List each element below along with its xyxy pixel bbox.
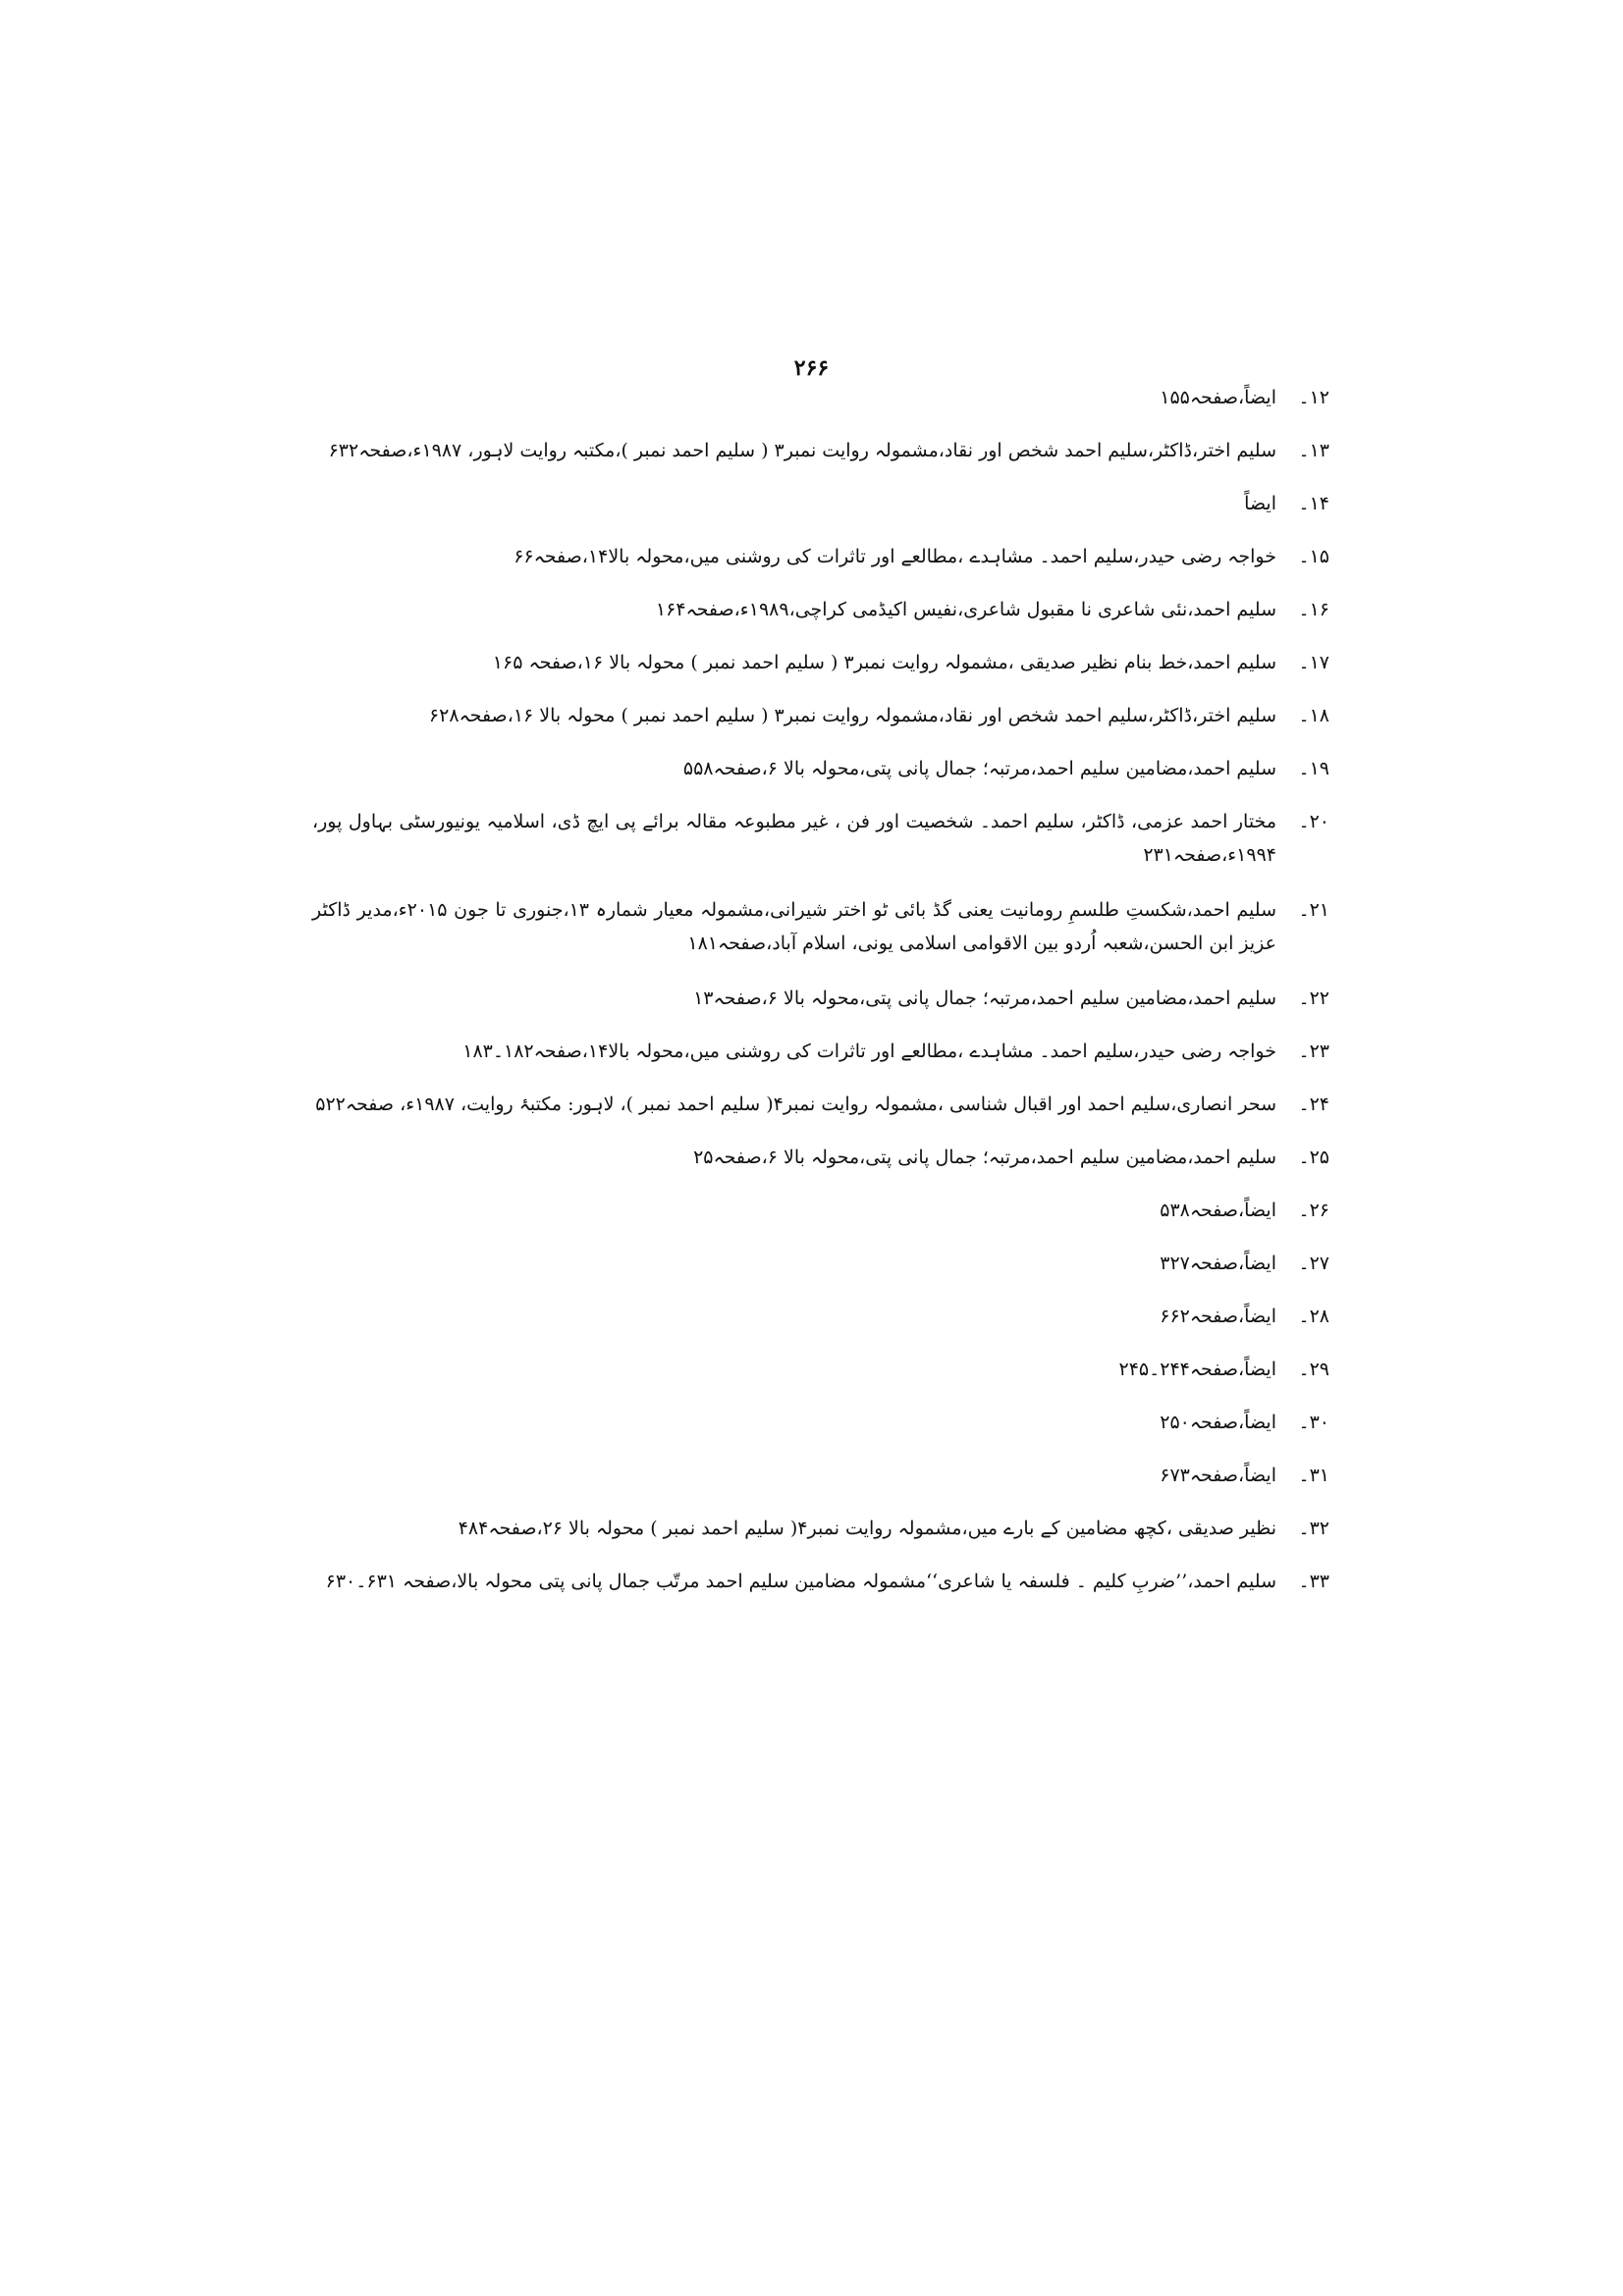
note-number: ۲۶۔ xyxy=(1298,1200,1329,1221)
note-item xyxy=(312,434,1329,467)
note-item xyxy=(312,893,1329,960)
note-number: ۱۹۔ xyxy=(1298,758,1329,779)
note-text: سلیم احمد،خط بنام نظیر صدیقی ،مشمولہ روایت نمبر۳ ( سلیم احمد نمبر ) محولہ بالا ۱۶،صفحہ ۱۶۵ xyxy=(492,652,1276,673)
note-text: سلیم اختر،ڈاکٹر،سلیم احمد شخص اور نقاد،مشمولہ روایت نمبر۳ ( سلیم احمد نمبر ) محولہ بالا ۱۶،صفحہ۶۲۸ xyxy=(428,705,1276,726)
note-text: سلیم اختر،ڈاکٹر،سلیم احمد شخص اور نقاد،مشمولہ روایت نمبر۳ ( سلیم احمد نمبر )،مکتبہ روایت لاہور، ۱۹۸۷ء،صفحہ۶۳۲ xyxy=(328,440,1276,461)
note-text: ایضاً،صفحہ۲۵۰ xyxy=(1160,1412,1276,1433)
note-number: ۲۸۔ xyxy=(1298,1306,1329,1327)
note-item xyxy=(312,381,1329,414)
note-text: سلیم احمد،نئی شاعری نا مقبول شاعری،نفیس اکیڈمی کراچی،۱۹۸۹ء،صفحہ۱۶۴ xyxy=(655,599,1276,620)
note-item xyxy=(312,1459,1329,1492)
note-number: ۲۱۔ xyxy=(1298,899,1329,921)
note-number: ۱۲۔ xyxy=(1298,387,1329,408)
note-number: ۲۲۔ xyxy=(1298,988,1329,1009)
note-item xyxy=(312,1353,1329,1386)
note-item xyxy=(312,1088,1329,1121)
note-text: ایضاً،صفحہ۵۳۸ xyxy=(1160,1200,1276,1221)
note-item xyxy=(312,1300,1329,1333)
note-text: سلیم احمد،شکستِ طلسمِ رومانیت یعنی گڈ بائی ٹو اختر شیرانی،مشمولہ معیار شمارہ ۱۳،جنوری تا جون ۲۰۱۵ء،مدیر ڈاکٹر عزیز ابن الحسن،شعبہ اُردو بین الاقوامی اسلامی یونی، اسلام آباد،صفحہ۱۸۱ xyxy=(312,899,1276,954)
note-item xyxy=(312,646,1329,679)
note-number: ۱۸۔ xyxy=(1298,705,1329,726)
note-text: ایضاً xyxy=(1244,493,1276,514)
note-text: سلیم احمد،’’ضربِ کلیم ۔ فلسفہ یا شاعری‘‘مشمولہ مضامین سلیم احمد مرتّب جمال پانی پتی محولہ بالا،صفحہ ۶۳۱۔۶۳۰ xyxy=(325,1571,1276,1592)
note-item xyxy=(312,1035,1329,1068)
note-item xyxy=(312,982,1329,1015)
note-item xyxy=(312,487,1329,520)
note-number: ۱۳۔ xyxy=(1298,440,1329,461)
note-text: ایضاً،صفحہ۶۷۳ xyxy=(1160,1465,1276,1486)
note-item xyxy=(312,1565,1329,1598)
note-number: ۳۳۔ xyxy=(1298,1571,1329,1592)
note-text: سحر انصاری،سلیم احمد اور اقبال شناسی ،مشمولہ روایت نمبر۴( سلیم احمد نمبر )، لاہور: مکتبۂ روایت، ۱۹۸۷ء، صفحہ۵۲۲ xyxy=(315,1094,1276,1115)
note-number: ۳۰۔ xyxy=(1298,1412,1329,1433)
note-text: سلیم احمد،مضامین سلیم احمد،مرتبہ؛ جمال پانی پتی،محولہ بالا ۶،صفحہ۲۵ xyxy=(693,1147,1276,1168)
note-number: ۲۳۔ xyxy=(1298,1041,1329,1062)
note-text: ایضاً،صفحہ۲۴۴۔۲۴۵ xyxy=(1118,1359,1276,1380)
note-text: مختار احمد عزمی، ڈاکٹر، سلیم احمد۔ شخصیت اور فن ، غیر مطبوعہ مقالہ برائے پی ایچ ڈی، اسلامیہ یونیورسٹی بہاول پور، ۱۹۹۴ء،صفحہ۲۳۱ xyxy=(312,811,1276,866)
note-text: سلیم احمد،مضامین سلیم احمد،مرتبہ؛ جمال پانی پتی،محولہ بالا ۶،صفحہ۵۵۸ xyxy=(682,758,1276,779)
note-item xyxy=(312,593,1329,626)
note-number: ۱۷۔ xyxy=(1298,652,1329,673)
endnotes-list xyxy=(312,381,1329,1618)
note-number: ۲۵۔ xyxy=(1298,1147,1329,1168)
note-item xyxy=(312,805,1329,872)
note-number: ۲۴۔ xyxy=(1298,1094,1329,1115)
note-number: ۱۶۔ xyxy=(1298,599,1329,620)
note-number: ۱۴۔ xyxy=(1298,493,1329,514)
note-item xyxy=(312,540,1329,573)
note-text: ایضاً،صفحہ۳۲۷ xyxy=(1160,1253,1276,1274)
note-text: ایضاً،صفحہ۶۶۲ xyxy=(1160,1306,1276,1327)
note-text: نظیر صدیقی ،کچھ مضامین کے بارے میں،مشمولہ روایت نمبر۴( سلیم احمد نمبر ) محولہ بالا ۲۶،صفحہ۴۸۴ xyxy=(458,1518,1276,1539)
note-item xyxy=(312,1406,1329,1439)
note-number: ۳۲۔ xyxy=(1298,1518,1329,1539)
note-item xyxy=(312,1141,1329,1174)
note-item xyxy=(312,1247,1329,1280)
note-number: ۳۱۔ xyxy=(1298,1465,1329,1486)
note-number: ۱۵۔ xyxy=(1298,546,1329,567)
note-text: سلیم احمد،مضامین سلیم احمد،مرتبہ؛ جمال پانی پتی،محولہ بالا ۶،صفحہ۱۳ xyxy=(693,988,1276,1009)
note-item xyxy=(312,1512,1329,1545)
note-text: خواجہ رضی حیدر،سلیم احمد۔ مشاہدے ،مطالعے اور تاثرات کی روشنی میں،محولہ بالا۱۴،صفحہ۶۶ xyxy=(514,546,1276,567)
note-item xyxy=(312,1194,1329,1227)
note-item xyxy=(312,752,1329,785)
note-item xyxy=(312,699,1329,732)
note-number: ۲۷۔ xyxy=(1298,1253,1329,1274)
page-number: ۲۶۶ xyxy=(793,355,830,381)
note-text: خواجہ رضی حیدر،سلیم احمد۔ مشاہدے ،مطالعے اور تاثرات کی روشنی میں،محولہ بالا۱۴،صفحہ۱۸۲۔۱۸۳ xyxy=(462,1041,1276,1062)
note-text: ایضاً،صفحہ۱۵۵ xyxy=(1160,387,1276,408)
note-number: ۲۹۔ xyxy=(1298,1359,1329,1380)
note-number: ۲۰۔ xyxy=(1298,811,1329,832)
